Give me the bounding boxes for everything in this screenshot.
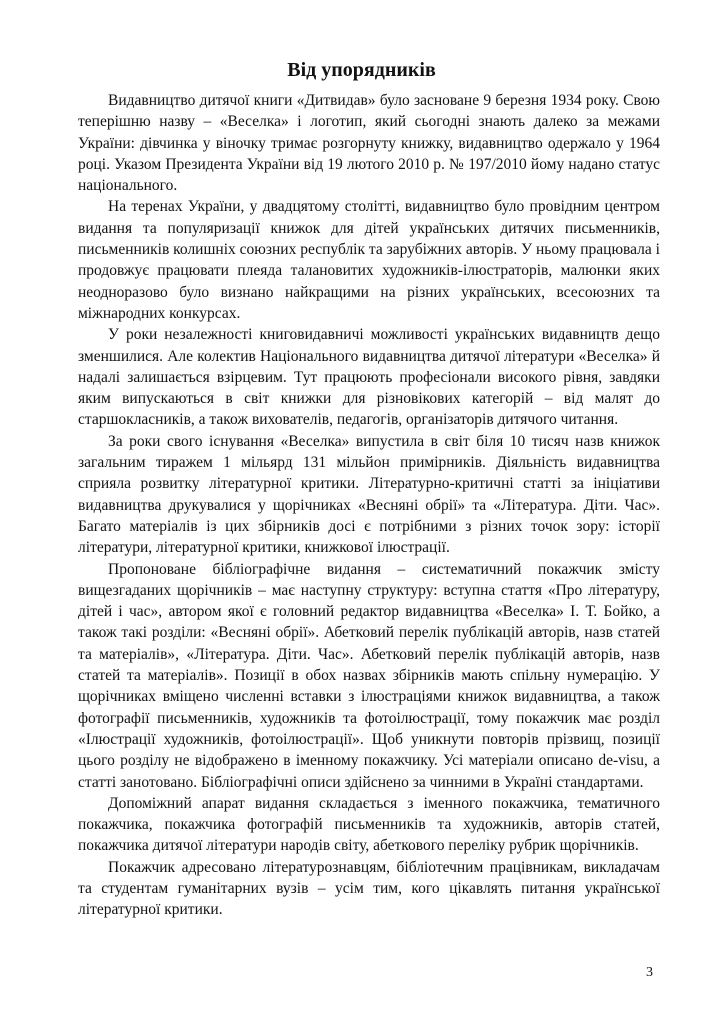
paragraph-4: За роки свого існування «Веселка» випустила в світ біля 10 тисяч назв книжок загальним тиражем 1 мільярд 131 мільйон примірників. Діяльність видавництва сприяла розвитку літературної критики. Літературно-критичні статті за ініціативи видавництва друкувалися у щорічниках «Весняні обрії» та «Література. Діти. Час». Багато матеріалів із цих збірників досі є потрібними з різних точок зору: історії літератури, літературної критики, книжкової ілюстрації. [78,432,660,557]
paragraph-3: У роки незалежності книговидавничі можливості українських видавництв дещо зменшилися. Але колектив Національного видавництва дитячої літератури «Веселка» й надалі залишається взірцевим. Тут працюють професіонали високого рівня, завдяки яким випускаються в світ книжки для різновікових категорій – від малят до старшокласників, а також вихователів, педагогів, організаторів дитячого читання. [78,326,660,429]
paragraph-2: На теренах України, у двадцятому столітті, видавництво було провідним центром видання та популяризації книжок для дітей українських дитячих письменників, письменників колишніх союзних республік та зарубіжних авторів. У ньому працювала і продовжує працювати плеяда талановитих художників-ілюстраторів, малюнки яких неодноразово було визнано найкращими на різних українських, всесоюзних та міжнародних конкурсах. [78,198,660,322]
page-number: 3 [646,965,653,980]
page-title: Від упорядників [287,59,436,81]
paragraph-1: Видавництво дитячої книги «Дитвидав» було засноване 9 березня 1934 року. Свою теперішню назву – «Веселка» і логотип, який сьогодні знають далеко за межами України: дівчинка у віночку тримає розгорнуту книжку, видавництво одержало у 1964 році. Указом Президента України від 19 лютого 2010 р. № 197/2010 йому надано статус національного. [78,92,660,195]
paragraph-7: Покажчик адресовано літературознавцям, бібліотечним працівникам, викладачам та студентам гуманітарних вузів – усім тим, кого цікавлять питання української літературної критики. [78,858,660,919]
paragraph-6: Допоміжний апарат видання складається з іменного покажчика, тематичного покажчика, покажчика фотографій письменників та художників, авторів статей, покажчика дитячої літератури народів світу, абеткового переліку рубрик щорічників. [78,794,660,855]
paragraph-5: Пропоноване бібліографічне видання – систематичний покажчик змісту вищезгаданих щорічників – має наступну структуру: вступна стаття «Про літературу, дітей і час», автором якої є головний редактор видавництва «Веселка» І. Т. Бойко, а також такі розділи: «Весняні обрії». Абетковий перелік публікацій авторів, назв статей та матеріалів», «Література. Діти. Час». Абетковий перелік публікацій авторів, назв статей та матеріалів». Позиції в обох назвах збірників мають спільну нумерацію. У щорічниках вміщено численні вставки з ілюстраціями книжок видавництва, а також фотографії письменників, художників та фотоілюстрації, тому покажчик має розділ «Ілюстрації художників, фотоілюстрації». Щоб уникнути повторів прізвищ, позиції цього розділу не відображено в іменному покажчику. Усі матеріали описано de-visu, а статті занотовано. Бібліографічні описи здійснено за чинними в Україні стандартами. [78,560,660,791]
document-body [78,90,660,921]
